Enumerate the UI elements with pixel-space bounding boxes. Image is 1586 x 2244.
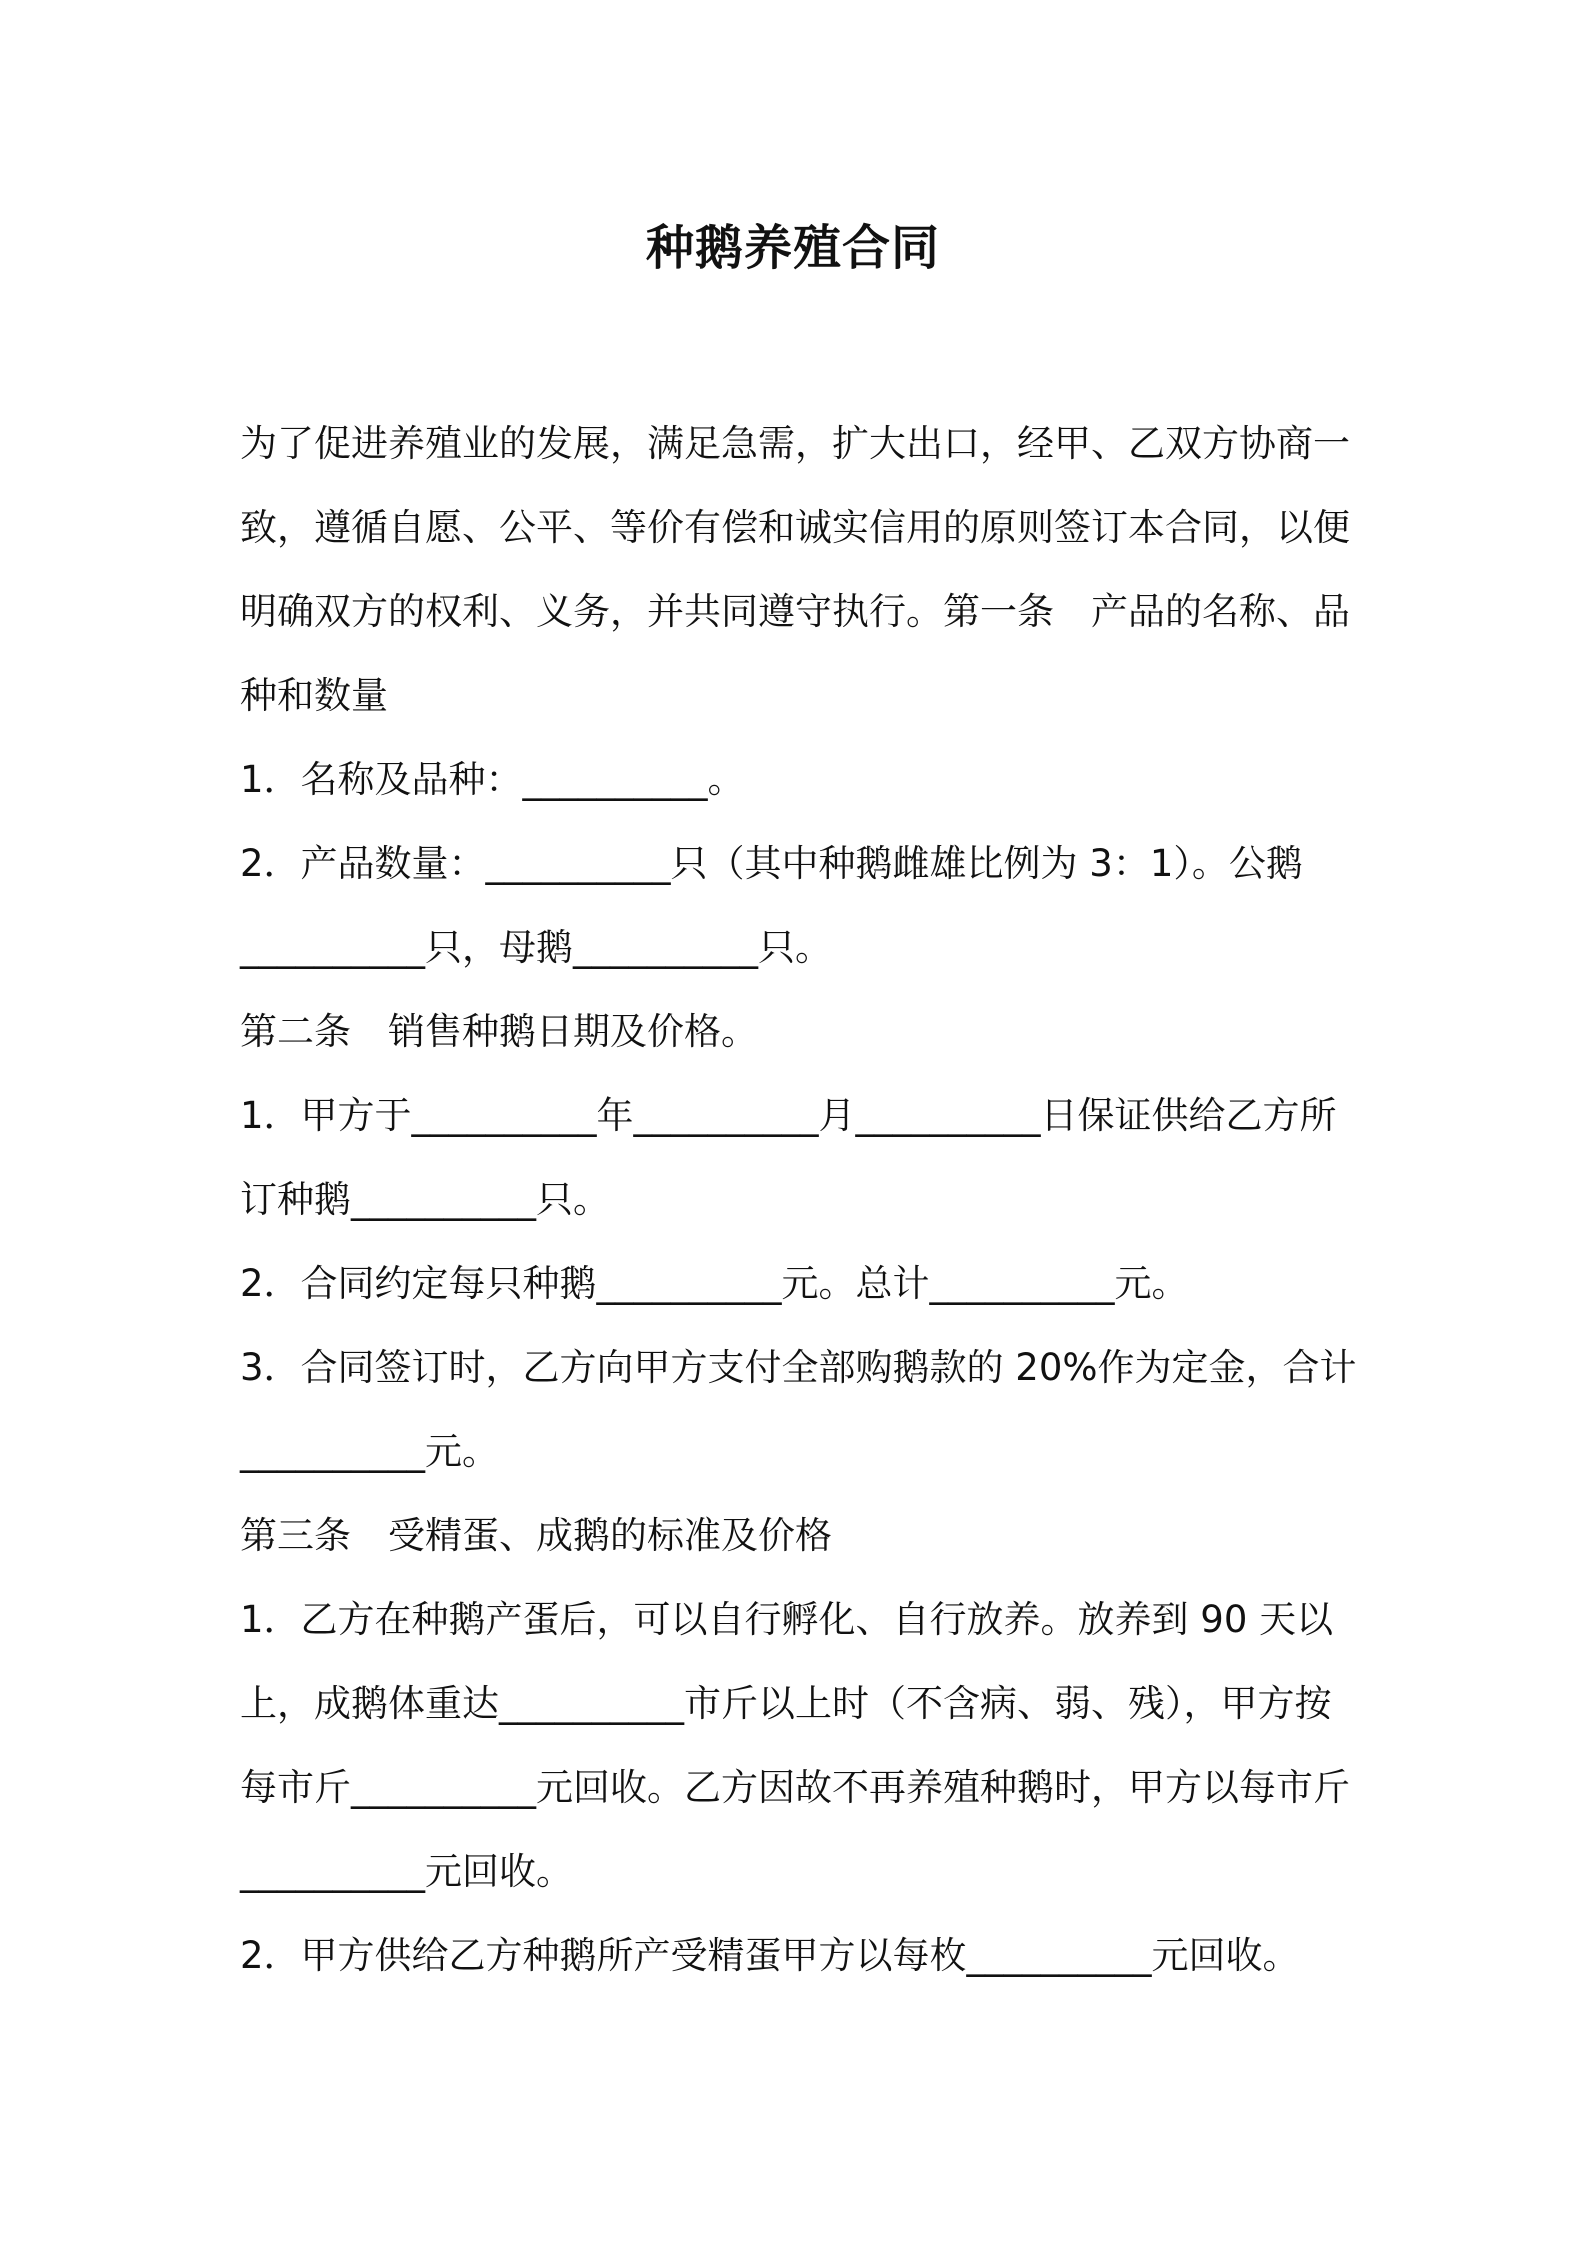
document-body [240, 402, 1362, 1998]
clause-2-heading: 第二条 销售种鹅日期及价格。 [240, 1010, 758, 1053]
clause-1-item-2: 2．产品数量：__________只（其中种鹅雌雄比例为 3：1）。公鹅__________只，母鹅__________只。 [240, 842, 1303, 969]
clause-2-item-1: 1．甲方于__________年__________月__________日保证供给乙方所订种鹅__________只。 [240, 1094, 1337, 1221]
document-title: 种鹅养殖合同 [645, 220, 940, 276]
clause-3-item-1: 1．乙方在种鹅产蛋后，可以自行孵化、自行放养。放养到 90 天以上，成鹅体重达__________市斤以上时（不含病、弱、残），甲方按每市斤__________元回收。乙方因故不再养殖种鹅时，甲方以每市斤__________元回收。 [240, 1598, 1350, 1893]
intro-paragraph: 为了促进养殖业的发展，满足急需，扩大出口，经甲、乙双方协商一致，遵循自愿、公平、等价有偿和诚实信用的原则签订本合同，以便明确双方的权利、义务，并共同遵守执行。第一条 产品的名称、品种和数量 [240, 422, 1350, 717]
clause-3-heading: 第三条 受精蛋、成鹅的标准及价格 [240, 1514, 832, 1557]
clause-1-item-1: 1．名称及品种：__________。 [240, 758, 745, 801]
clause-2-item-2: 2．合同约定每只种鹅__________元。总计__________元。 [240, 1262, 1189, 1305]
clause-2-item-3: 3．合同签订时，乙方向甲方支付全部购鹅款的 20%作为定金，合计__________元。 [240, 1346, 1357, 1473]
clause-3-item-2: 2．甲方供给乙方种鹅所产受精蛋甲方以每枚__________元回收。 [240, 1934, 1300, 1977]
